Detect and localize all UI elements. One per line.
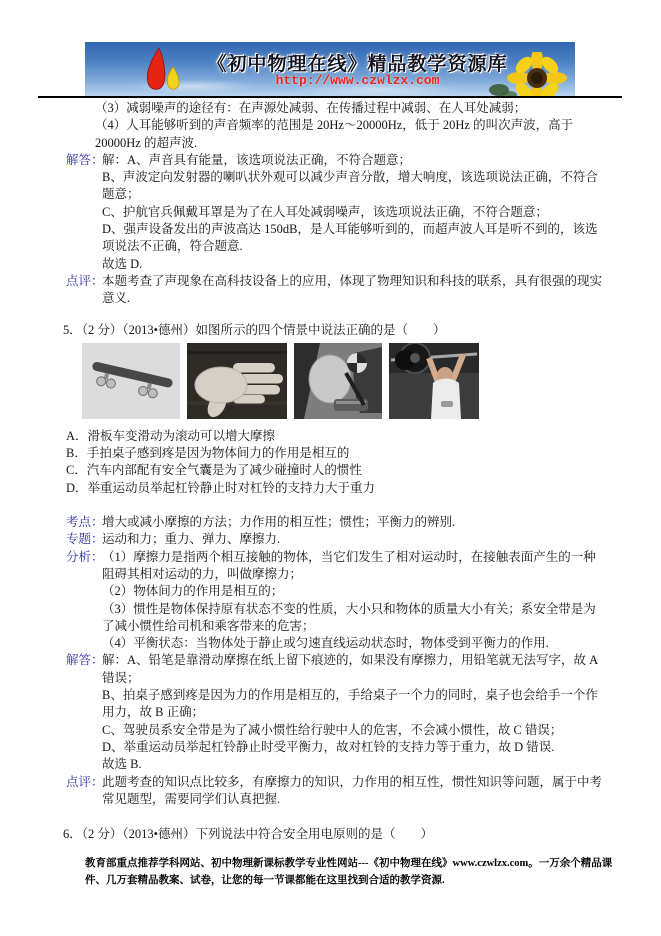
text-line: B．手拍桌子感到疼是因为物体间力的作用是相互的 — [66, 446, 350, 461]
text-line: 此题考查的知识点比较多，有摩擦力的知识，力作用的相互性，惯性知识等问题，属于中考 — [102, 774, 603, 789]
dianping-label: 点评： — [66, 273, 104, 288]
q4-dianping-content — [102, 273, 661, 308]
text-line: D、强声设备发出的声波高达 150dB，是人耳能够听到的，而超声波人耳是听不到的，该选 — [102, 222, 598, 237]
text-line: 运动和力；重力、弹力、摩擦力. — [102, 532, 281, 547]
document-body — [0, 100, 661, 843]
text-line: C、驾驶员系安全带是为了减小惯性给行驶中人的危害，不会减小惯性，故 C 错误； — [102, 722, 563, 737]
text-line: D．举重运动员举起杠铃静止时对杠铃的支持力大于重力 — [66, 480, 376, 495]
text-line: 意义. — [102, 291, 131, 306]
text-line: A．滑板车变滑动为滚动可以增大摩擦 — [66, 428, 276, 443]
text-line: B、拍桌子感到疼是因为力的作用是相互的，手给桌子一个力的同时，桌子也会给手一个作 — [102, 688, 598, 703]
text-line: 项说法不正确，符合题意. — [102, 239, 243, 254]
figure-weightlifter — [389, 343, 479, 419]
text-line: 故选 B. — [102, 757, 142, 772]
q4-dianping-row — [66, 273, 661, 308]
text-line: （3）减弱噪声的途径有：在声源处减弱、在传播过程中减弱、在人耳处减弱； — [95, 101, 527, 115]
figure-car-airbag-dummy — [294, 343, 382, 419]
text-line: 解：A、声音具有能量，该选项说法正确，不符合题意； — [102, 152, 412, 167]
q4-jieda-content — [102, 152, 661, 273]
q5-fenxi-content — [102, 549, 661, 653]
q5-fenxi-row — [66, 549, 661, 653]
text-line: （4）平衡状态：当物体处于静止或匀速直线运动状态时，物体受到平衡力的作用. — [102, 636, 549, 651]
question-5-figures — [82, 343, 661, 419]
dianping-label: 点评： — [66, 774, 104, 789]
text-line: 用力，故 B 正确； — [102, 705, 205, 720]
zhuanti-label: 专题： — [66, 532, 104, 547]
text-line: D、举重运动员举起杠铃静止时受平衡力，故对杠铃的支持力等于重力，故 D 错误. — [102, 739, 555, 754]
banner-title: 《初中物理在线》精品教学资源库 — [207, 54, 508, 75]
q5-jieda-content — [102, 652, 661, 773]
text-line: C．汽车内部配有安全气囊是为了减少碰撞时人的惯性 — [66, 463, 362, 478]
site-banner — [85, 42, 575, 96]
text-line: （4）人耳能够听到的声音频率的范围是 20Hz～20000Hz，低于 20Hz 的叫次声波，高于 — [95, 118, 574, 133]
kaodian-label: 考点： — [66, 515, 104, 530]
text-line: 了减小惯性给司机和乘客带来的危害； — [102, 618, 315, 633]
text-line: 阻碍其相对运动的力，叫做摩擦力； — [102, 566, 303, 581]
header-divider — [38, 96, 622, 98]
question-5-title: 5．（2 分）（2013•德州）如图所示的四个情景中说法正确的是（ ） — [63, 322, 446, 337]
text-line: 增大或减小摩擦的方法；力作用的相互性；惯性；平衡力的辨别. — [102, 515, 456, 530]
q5-kaodian-content — [102, 514, 661, 531]
text-line: 20000Hz 的超声波. — [95, 135, 198, 150]
text-line: 错误； — [102, 670, 140, 685]
text-line: 件、几万套精品教案、试卷，让您的每一节课都能在这里找到合适的教学资源. — [85, 874, 445, 886]
q5-jieda-row — [66, 652, 661, 773]
q5-dianping-row — [66, 774, 661, 809]
car-airbag-image — [294, 343, 382, 419]
jieda-label: 解答： — [66, 152, 104, 167]
q5-kaodian-row — [66, 514, 661, 531]
text-line: 教育部重点推荐学科网站、初中物理新课标教学专业性网站---《初中物理在线》www.czwlzx.com。一万余个精品课 — [85, 858, 613, 869]
jieda-label: 解答： — [66, 653, 104, 668]
skateboard-image — [82, 343, 180, 419]
q4-explanation-lines — [95, 100, 661, 152]
question-5-options — [66, 428, 661, 497]
text-line: C、护航官兵佩戴耳罩是为了在人耳处减弱噪声，该选项说法正确，不符合题意； — [102, 204, 548, 219]
text-line: 本题考查了声现象在高科技设备上的应用，体现了物理知识和科技的联系，具有很强的现实 — [102, 273, 603, 288]
q5-zhuanti-row — [66, 531, 661, 548]
page-footer — [85, 856, 613, 889]
flame-logo-icon — [137, 47, 187, 93]
sunflower-icon — [485, 52, 571, 96]
text-line: （2）物体间力的作用是相互的； — [102, 584, 284, 599]
q4-jieda-row — [66, 152, 661, 273]
weightlifter-image — [389, 343, 479, 419]
fenxi-label: 分析： — [66, 549, 104, 564]
banner-url: http://www.czwlzx.com — [275, 73, 440, 88]
text-line: 故选 D. — [102, 256, 143, 271]
text-line: 题意； — [102, 187, 140, 202]
q5-zhuanti-content — [102, 531, 661, 548]
figure-skateboard — [82, 343, 180, 419]
text-line: B、声波定向发射器的喇叭状外观可以减少声音分散，增大响度，该选项说法正确，不符合 — [102, 170, 598, 185]
text-line: （3）惯性是物体保持原有状态不变的性质，大小只和物体的质量大小有关；系安全带是为 — [102, 601, 596, 616]
q5-dianping-content — [102, 774, 661, 809]
figure-hand-on-table — [187, 343, 287, 419]
text-line: 常见题型，需要同学们认真把握. — [102, 791, 281, 806]
question-6-title: 6．（2 分）（2013•德州）下列说法中符合安全用电原则的是（ ） — [63, 827, 434, 842]
text-line: （1）摩擦力是指两个相互接触的物体，当它们发生了相对运动时，在接触表面产生的一种 — [102, 549, 596, 564]
text-line: 解：A、铅笔是靠滑动摩擦在纸上留下痕迹的，如果没有摩擦力，用铅笔就无法写字，故 A — [102, 653, 599, 668]
hand-image — [187, 343, 287, 419]
